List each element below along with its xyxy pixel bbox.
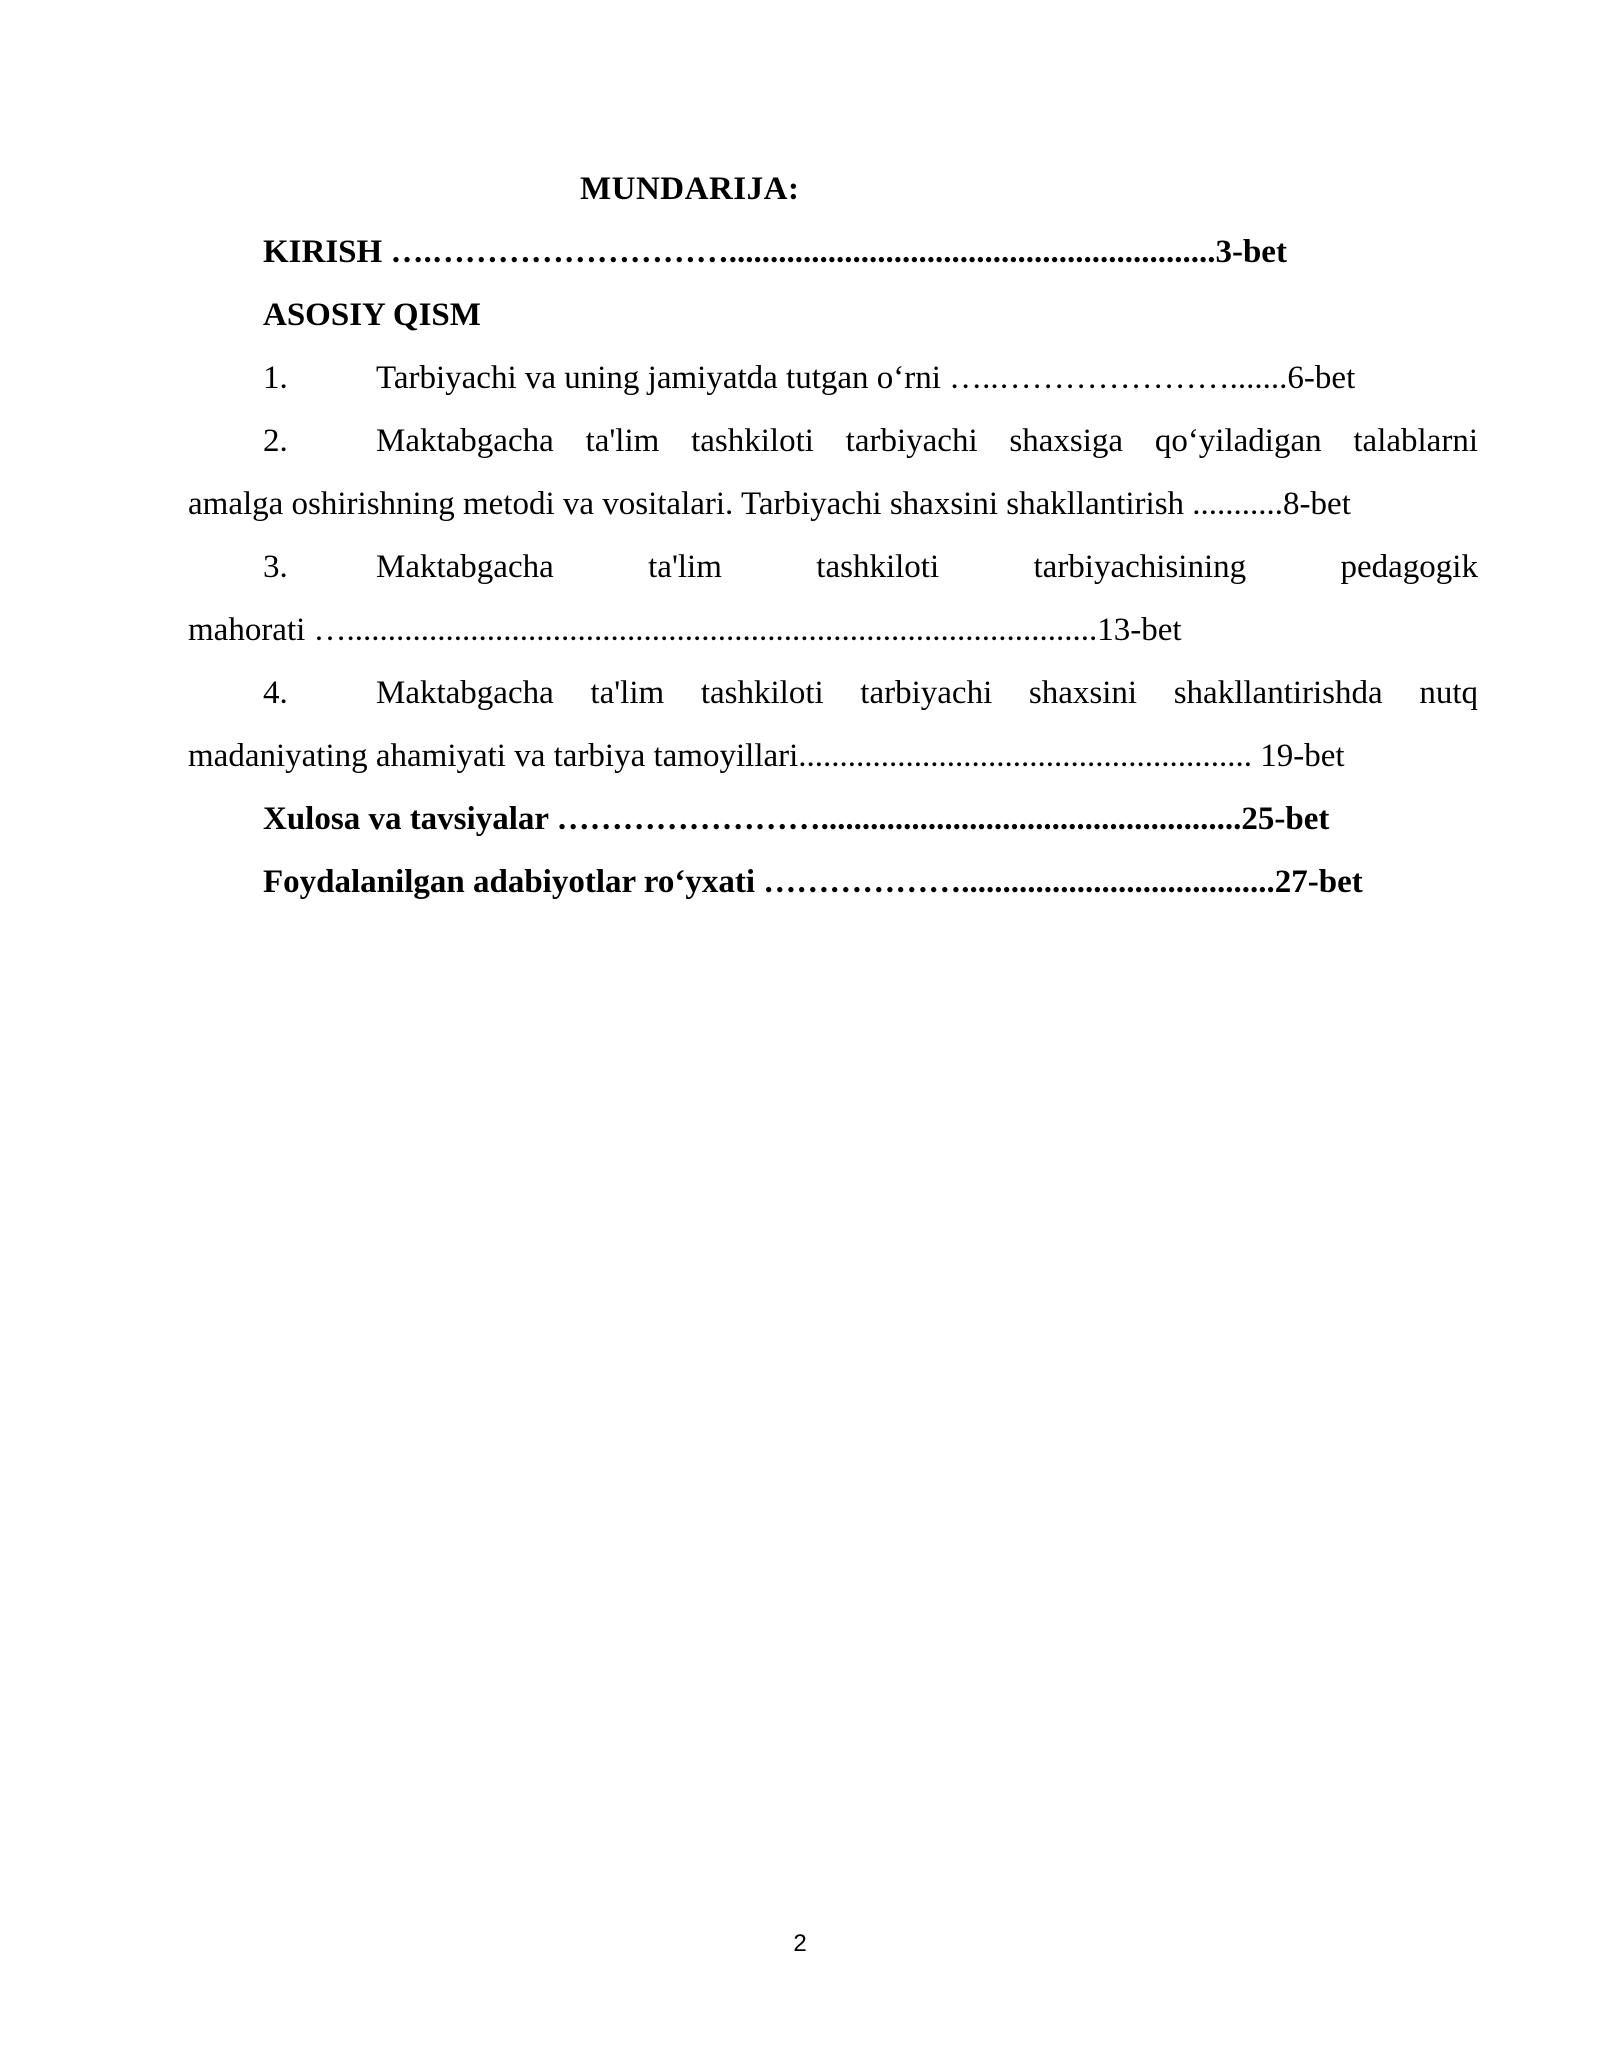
toc-entry-text: Maktabgacha ta'lim tashkiloti tarbiyachi shaxsiga qo‘yiladigan talablarni (376, 423, 1478, 459)
toc-entry-number: 2. (263, 423, 288, 459)
toc-entry-3-line2: mahorati …...........................................................................................13-bet (188, 612, 1182, 648)
toc-entry-kirish: KIRISH ….………………………...........................................................3-bet (263, 234, 1287, 270)
toc-entry-text: Maktabgacha ta'lim tashkiloti tarbiyachi shaxsini shakllantirishda nutq (376, 675, 1478, 711)
toc-entry-number: 1. (263, 360, 288, 396)
toc-title: MUNDARIJA: (580, 171, 800, 207)
toc-entry-4-line2: madaniyating ahamiyati va tarbiya tamoyillari....................................................... 19-bet (188, 738, 1345, 774)
page-number: 2 (793, 1930, 807, 1957)
toc-entry-2-line2: amalga oshirishning metodi va vositalari. Tarbiyachi shaxsini shakllantirish ...........8-bet (188, 486, 1351, 522)
toc-entry-text (376, 536, 1478, 599)
toc-word: ta'lim (648, 549, 722, 585)
toc-word: Maktabgacha (376, 549, 554, 585)
toc-entry-1 (188, 347, 1478, 410)
toc-entry-asosiy-qism: ASOSIY QISM (263, 297, 481, 333)
toc-entry-2-line1 (188, 410, 1478, 473)
toc-entry-number: 3. (263, 549, 288, 585)
toc-word: pedagogik (1340, 549, 1478, 585)
toc-word: tashkiloti (816, 549, 940, 585)
toc-entry-foydalanilgan: Foydalanilgan adabiyotlar ro‘yxati ………………......................................27-bet (263, 864, 1363, 900)
toc-entry-number: 4. (263, 675, 288, 711)
toc-entry-4-line1 (188, 662, 1478, 725)
toc-entry-text: Tarbiyachi va uning jamiyatda tutgan o‘rni …..………………….......6-bet (376, 360, 1356, 396)
toc-entry-xulosa: Xulosa va tavsiyalar ……………………...................................................25-bet (263, 801, 1330, 837)
toc-entry-3-line1 (188, 536, 1478, 599)
toc-word: tarbiyachisining (1033, 549, 1247, 585)
table-of-contents (188, 158, 1478, 914)
